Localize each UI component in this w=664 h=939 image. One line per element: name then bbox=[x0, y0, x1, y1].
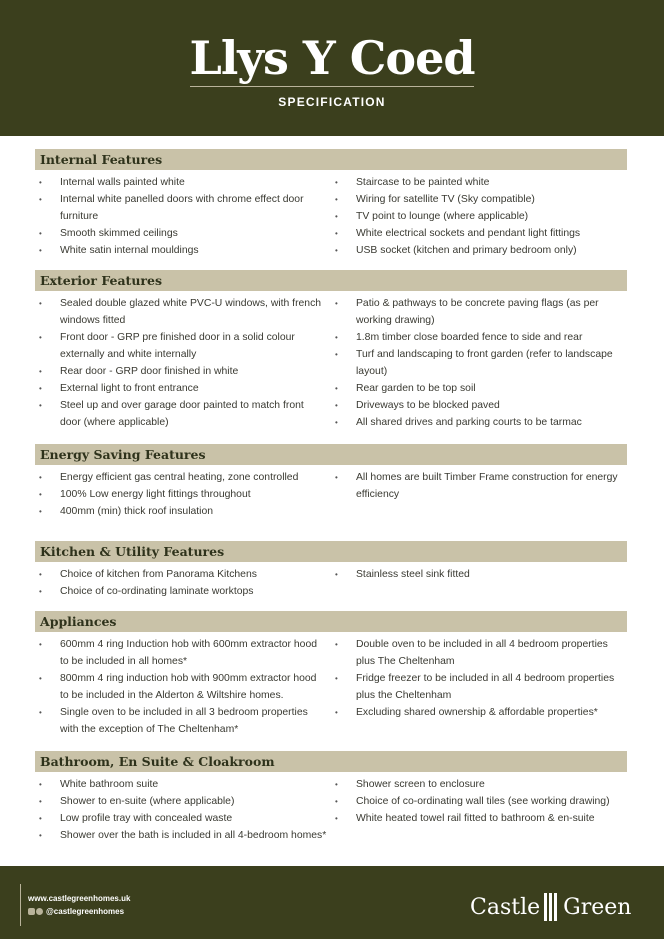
page-subtitle: SPECIFICATION bbox=[278, 95, 386, 109]
right-list bbox=[331, 566, 627, 583]
right-list bbox=[331, 174, 627, 259]
header-banner bbox=[0, 0, 664, 136]
list-item: • Shower screen to enclosure bbox=[331, 776, 627, 793]
list-item: • 400mm (min) thick roof insulation bbox=[35, 503, 327, 520]
list-item: • Choice of kitchen from Panorama Kitchens bbox=[35, 566, 327, 583]
section-kitchen-utility-features bbox=[35, 541, 627, 597]
list-item: • 100% Low energy light fittings throughout bbox=[35, 486, 327, 503]
website-link[interactable]: www.castlegreenhomes.uk bbox=[28, 894, 131, 903]
list-item: • Single oven to be included in all 3 bedroom properties with the exception of The Cheltenham* bbox=[35, 704, 327, 738]
list-item: • Excluding shared ownership & affordable properties* bbox=[331, 704, 627, 721]
right-list bbox=[331, 776, 627, 827]
list-item: • Choice of co-ordinating laminate worktops bbox=[35, 583, 327, 600]
list-item: • Stainless steel sink fitted bbox=[331, 566, 627, 583]
list-item: • Shower to en-suite (where applicable) bbox=[35, 793, 327, 810]
list-item: • Fridge freezer to be included in all 4 bedroom properties plus the Cheltenham bbox=[331, 670, 627, 704]
list-item: • 1.8m timber close boarded fence to side and rear bbox=[331, 329, 627, 346]
list-item: • Low profile tray with concealed waste bbox=[35, 810, 327, 827]
left-list bbox=[35, 566, 327, 600]
list-item: • External light to front entrance bbox=[35, 380, 327, 397]
list-item: • TV point to lounge (where applicable) bbox=[331, 208, 627, 225]
section-exterior-features bbox=[35, 270, 627, 428]
list-item: • Double oven to be included in all 4 bedroom properties plus The Cheltenham bbox=[331, 636, 627, 670]
logo-bars-icon bbox=[544, 893, 559, 921]
right-list bbox=[331, 295, 627, 431]
list-item: • White electrical sockets and pendant light fittings bbox=[331, 225, 627, 242]
section-heading: Kitchen & Utility Features bbox=[35, 541, 627, 562]
section-appliances bbox=[35, 611, 627, 735]
social-handle-row bbox=[28, 907, 124, 916]
section-heading: Exterior Features bbox=[35, 270, 627, 291]
left-list bbox=[35, 636, 327, 738]
list-item: • Internal white panelled doors with chrome effect door furniture bbox=[35, 191, 327, 225]
section-heading: Internal Features bbox=[35, 149, 627, 170]
list-item: • Sealed double glazed white PVC-U windows, with french windows fitted bbox=[35, 295, 327, 329]
list-item: • Shower over the bath is included in all 4-bedroom homes* bbox=[35, 827, 327, 844]
left-list bbox=[35, 469, 327, 520]
list-item: • Energy efficient gas central heating, zone controlled bbox=[35, 469, 327, 486]
left-list bbox=[35, 776, 327, 844]
footer-divider bbox=[20, 884, 21, 926]
facebook-icon[interactable] bbox=[36, 908, 43, 915]
social-handle: @castlegreenhomes bbox=[46, 907, 125, 916]
list-item: • Turf and landscaping to front garden (refer to landscape layout) bbox=[331, 346, 627, 380]
castle-green-logo bbox=[470, 890, 631, 924]
section-heading: Bathroom, En Suite & Cloakroom bbox=[35, 751, 627, 772]
instagram-icon[interactable] bbox=[28, 908, 35, 915]
list-item: • Smooth skimmed ceilings bbox=[35, 225, 327, 242]
list-item: • Rear garden to be top soil bbox=[331, 380, 627, 397]
list-item: • Choice of co-ordinating wall tiles (see working drawing) bbox=[331, 793, 627, 810]
list-item: • White heated towel rail fitted to bathroom & en-suite bbox=[331, 810, 627, 827]
list-item: • All shared drives and parking courts to be tarmac bbox=[331, 414, 627, 431]
left-list bbox=[35, 174, 327, 259]
list-item: • Internal walls painted white bbox=[35, 174, 327, 191]
left-list bbox=[35, 295, 327, 431]
section-internal-features bbox=[35, 149, 627, 256]
list-item: • White satin internal mouldings bbox=[35, 242, 327, 259]
list-item: • Staircase to be painted white bbox=[331, 174, 627, 191]
list-item: • Wiring for satellite TV (Sky compatible) bbox=[331, 191, 627, 208]
list-item: • Patio & pathways to be concrete paving flags (as per working drawing) bbox=[331, 295, 627, 329]
list-item: • 600mm 4 ring Induction hob with 600mm extractor hood to be included in all homes* bbox=[35, 636, 327, 670]
list-item: • Front door - GRP pre finished door in a solid colour externally and white internally bbox=[35, 329, 327, 363]
list-item: • USB socket (kitchen and primary bedroom only) bbox=[331, 242, 627, 259]
page-title: Llys Y Coed bbox=[189, 31, 475, 85]
right-list bbox=[331, 469, 627, 503]
list-item: • Steel up and over garage door painted to match front door (where applicable) bbox=[35, 397, 327, 431]
list-item: • All homes are built Timber Frame construction for energy efficiency bbox=[331, 469, 627, 503]
logo-word-castle: Castle bbox=[470, 894, 541, 920]
logo-word-green: Green bbox=[563, 894, 632, 920]
section-energy-saving-features bbox=[35, 444, 627, 517]
section-heading: Energy Saving Features bbox=[35, 444, 627, 465]
section-bathroom-en-suite-cloakroom bbox=[35, 751, 627, 841]
list-item: • White bathroom suite bbox=[35, 776, 327, 793]
right-list bbox=[331, 636, 627, 721]
list-item: • Rear door - GRP door finished in white bbox=[35, 363, 327, 380]
list-item: • 800mm 4 ring induction hob with 900mm extractor hood to be included in the Alderton & Wiltshire homes. bbox=[35, 670, 327, 704]
section-heading: Appliances bbox=[35, 611, 627, 632]
title-divider bbox=[190, 86, 474, 87]
list-item: • Driveways to be blocked paved bbox=[331, 397, 627, 414]
